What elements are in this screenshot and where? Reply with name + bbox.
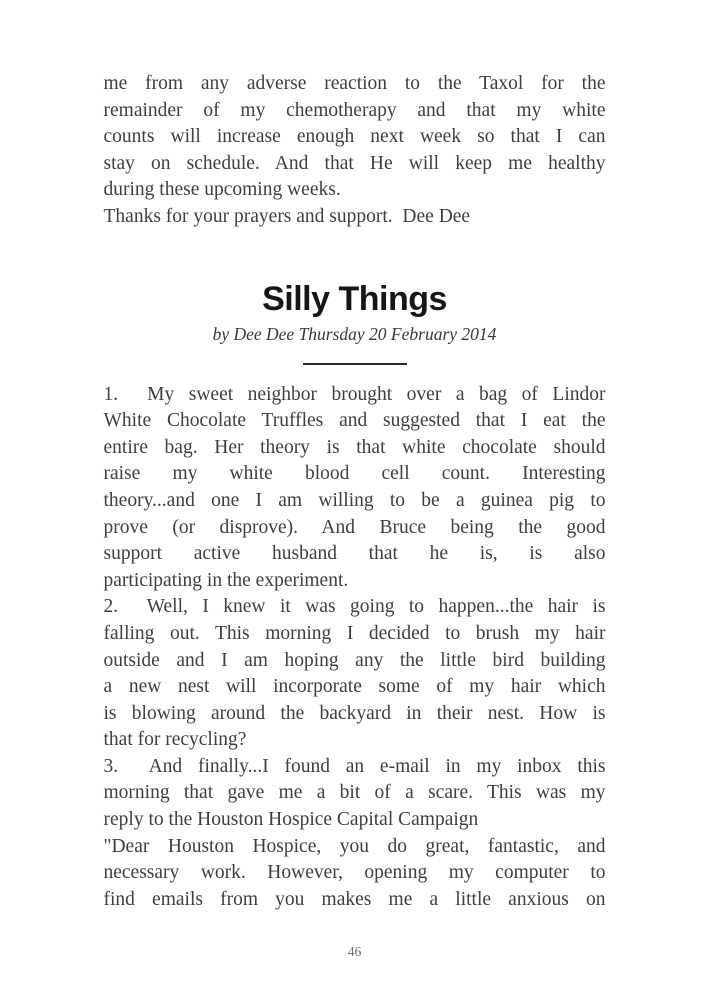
text-line: me from any adverse reaction to the Taxol for the xyxy=(103,73,606,94)
post-paragraph-3 xyxy=(104,754,606,834)
text-line: necessary work. However, opening my computer to xyxy=(103,862,606,884)
text-line: raise my white blood cell count. Interesting xyxy=(103,463,606,485)
text-line: 3. And finally...I found an e-mail in my inbox this xyxy=(103,755,606,777)
text-line: reply to the Houston Hospice Capital Campaign xyxy=(103,809,479,831)
post-byline: by Dee Dee Thursday 20 February 2014 xyxy=(212,323,497,344)
text-line: entire bag. Her theory is that white chocolate should xyxy=(103,436,606,458)
previous-entry-closing xyxy=(104,204,606,231)
post-paragraph-4-quote xyxy=(104,834,606,914)
text-line: find emails from you makes me a little anxious on xyxy=(103,888,606,910)
text-line: Thanks for your prayers and support. Dee Dee xyxy=(103,205,471,227)
text-line: White Chocolate Truffles and suggested that I eat the xyxy=(103,410,606,432)
page-number: 46 xyxy=(347,944,362,959)
text-line: theory...and one I am willing to be a guinea pig to xyxy=(103,489,606,511)
post-body xyxy=(104,382,606,914)
text-line: is blowing around the backyard in their nest. How is xyxy=(103,702,606,724)
text-line: morning that gave me a bit of a scare. This was my xyxy=(103,782,606,804)
text-line: that for recycling? xyxy=(103,729,247,751)
text-line: falling out. This morning I decided to brush my hair xyxy=(103,622,606,644)
text-line: participating in the experiment. xyxy=(103,569,349,591)
text-column xyxy=(104,0,606,913)
text-line: outside and I am hoping any the little bird building xyxy=(103,649,606,671)
text-line: stay on schedule. And that He will keep me healthy xyxy=(103,152,606,174)
post-paragraph-1 xyxy=(104,382,606,595)
text-line: a new nest will incorporate some of my hair which xyxy=(103,676,606,698)
previous-entry-paragraph xyxy=(104,71,606,204)
text-line: remainder of my chemotherapy and that my white xyxy=(103,99,606,121)
text-line: during these upcoming weeks. xyxy=(103,179,341,201)
text-line: 1. My sweet neighbor brought over a bag of Lindor xyxy=(103,383,606,405)
text-line: "Dear Houston Hospice, you do great, fantastic, and xyxy=(103,835,606,857)
text-line: prove (or disprove). And Bruce being the good xyxy=(103,516,606,538)
post-paragraph-2 xyxy=(104,594,606,754)
text-line: 2. Well, I knew it was going to happen...the hair is xyxy=(103,596,606,618)
text-line: support active husband that he is, is also xyxy=(103,543,606,565)
separator-rule xyxy=(303,363,407,365)
post-title: Silly Things xyxy=(262,279,447,318)
text-line: counts will increase enough next week so that I can xyxy=(103,126,606,148)
